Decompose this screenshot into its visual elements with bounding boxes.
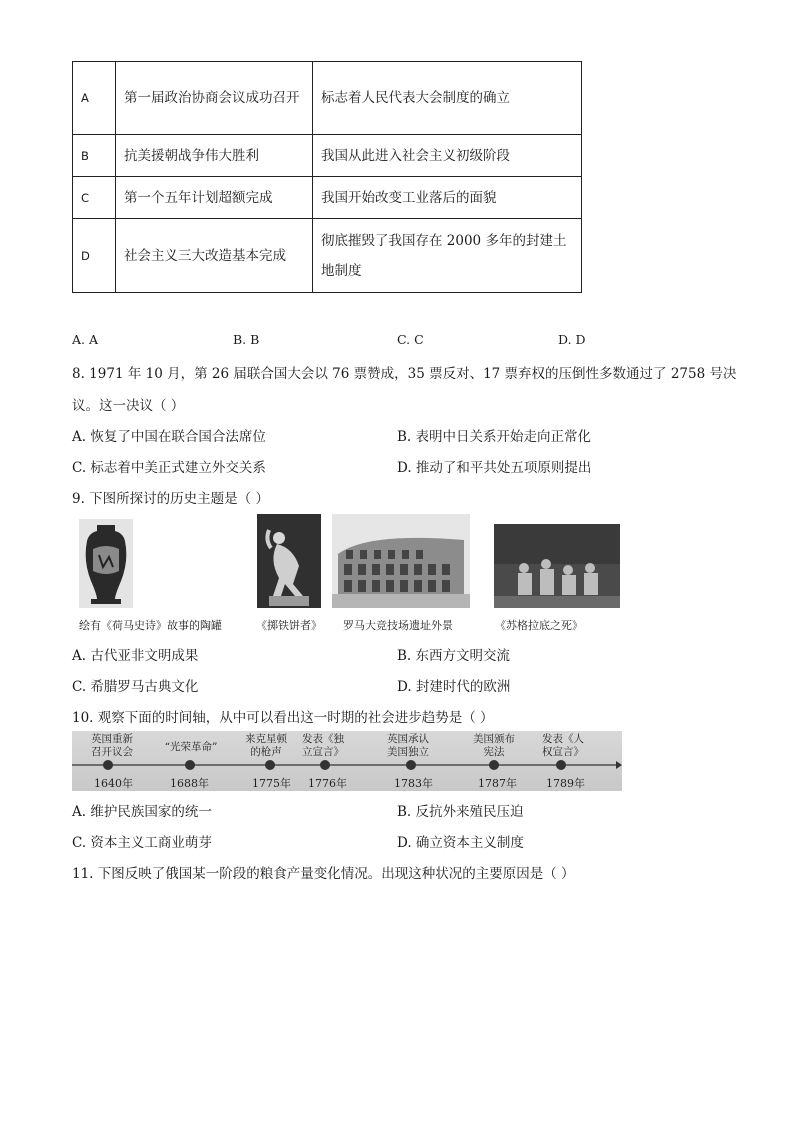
timeline-event-label: 发表《独 立宣言》 xyxy=(302,733,344,758)
row-meaning: 我国从此进入社会主义初级阶段 xyxy=(313,135,582,177)
q10-stem: 10. 观察下面的时间轴，从中可以看出这一时期的社会进步趋势是（ ） xyxy=(72,710,494,726)
q7-option-a[interactable]: A. A xyxy=(72,332,99,347)
row-meaning: 我国开始改变工业落后的面貌 xyxy=(313,177,582,219)
timeline-year: 1783年 xyxy=(394,777,433,790)
timeline-dot xyxy=(185,760,195,770)
timeline-dot xyxy=(556,760,566,770)
q10-option-a[interactable]: A. 维护民族国家的统一 xyxy=(72,804,212,820)
q9-stem: 9. 下图所探讨的历史主题是（ ） xyxy=(72,491,269,507)
timeline-dot xyxy=(265,760,275,770)
q7-option-d[interactable]: D. D xyxy=(558,332,586,347)
table-row xyxy=(73,62,582,135)
timeline-year: 1688年 xyxy=(170,777,209,790)
amphora-image xyxy=(79,519,133,608)
discus-thrower-image xyxy=(257,514,321,608)
timeline-dot xyxy=(489,760,499,770)
timeline-dot xyxy=(103,760,113,770)
row-meaning: 标志着人民代表大会制度的确立 xyxy=(313,62,582,135)
colosseum-image xyxy=(332,514,470,608)
timeline xyxy=(72,731,622,791)
table-row xyxy=(73,177,582,219)
timeline-event-label: 来克星顿 的枪声 xyxy=(245,733,287,758)
row-letter: B xyxy=(73,135,116,177)
row-letter: A xyxy=(73,62,116,135)
q8-option-a[interactable]: A. 恢复了中国在联合国合法席位 xyxy=(72,429,266,445)
death-of-socrates-image xyxy=(494,524,620,608)
caption-colosseum: 罗马大竞技场遗址外景 xyxy=(343,619,453,632)
q8-stem-line2: 议。这一决议（ ） xyxy=(72,398,185,414)
row-event: 抗美援朝战争伟大胜利 xyxy=(116,135,313,177)
q8-option-d[interactable]: D. 推动了和平共处五项原则提出 xyxy=(397,460,592,476)
timeline-event-label: 英国承认 美国独立 xyxy=(387,733,429,758)
row-letter: D xyxy=(73,219,116,293)
timeline-event-label: 美国颁布 宪法 xyxy=(473,733,515,758)
q11-stem: 11. 下图反映了俄国某一阶段的粮食产量变化情况。出现这种状况的主要原因是（ ） xyxy=(72,866,575,882)
q8-option-b[interactable]: B. 表明中日关系开始走向正常化 xyxy=(397,429,592,445)
q9-option-a[interactable]: A. 古代亚非文明成果 xyxy=(72,648,199,664)
options-table xyxy=(72,61,582,293)
timeline-event-label: 英国重新 召开议会 xyxy=(91,733,133,758)
row-event: 第一个五年计划超额完成 xyxy=(116,177,313,219)
timeline-year: 1787年 xyxy=(478,777,517,790)
row-event: 社会主义三大改造基本完成 xyxy=(116,219,313,293)
table-row xyxy=(73,219,582,293)
caption-amphora: 绘有《荷马史诗》故事的陶罐 xyxy=(79,619,222,632)
timeline-year: 1776年 xyxy=(308,777,347,790)
timeline-dot xyxy=(320,760,330,770)
q7-option-b[interactable]: B. B xyxy=(233,332,260,347)
row-meaning: 彻底摧毁了我国存在 2000 多年的封建土地制度 xyxy=(313,219,582,293)
row-event: 第一届政治协商会议成功召开 xyxy=(116,62,313,135)
q10-option-c[interactable]: C. 资本主义工商业萌芽 xyxy=(72,835,212,851)
row-letter: C xyxy=(73,177,116,219)
q9-option-b[interactable]: B. 东西方文明交流 xyxy=(397,648,511,664)
timeline-event-label: 发表《人 权宣言》 xyxy=(542,733,584,758)
q9-option-d[interactable]: D. 封建时代的欧洲 xyxy=(397,679,511,695)
timeline-dot xyxy=(406,760,416,770)
timeline-year: 1775年 xyxy=(252,777,291,790)
q7-options xyxy=(0,332,794,352)
timeline-year: 1640年 xyxy=(94,777,133,790)
caption-socrates: 《苏格拉底之死》 xyxy=(495,619,583,632)
q8-option-c[interactable]: C. 标志着中美正式建立外交关系 xyxy=(72,460,266,476)
q10-option-b[interactable]: B. 反抗外来殖民压迫 xyxy=(397,804,524,820)
q9-option-c[interactable]: C. 希腊罗马古典文化 xyxy=(72,679,199,695)
q10-option-d[interactable]: D. 确立资本主义制度 xyxy=(397,835,524,851)
caption-discus-thrower: 《掷铁饼者》 xyxy=(256,619,322,632)
timeline-event-label: “光荣革命” xyxy=(164,741,218,753)
table-row xyxy=(73,135,582,177)
timeline-year: 1789年 xyxy=(546,777,585,790)
q8-stem-line1: 8. 1971 年 10 月，第 26 届联合国大会以 76 票赞成，35 票反对、17 票弃权的压倒性多数通过了 2758 号决 xyxy=(72,366,737,382)
q7-option-c[interactable]: C. C xyxy=(397,332,424,347)
